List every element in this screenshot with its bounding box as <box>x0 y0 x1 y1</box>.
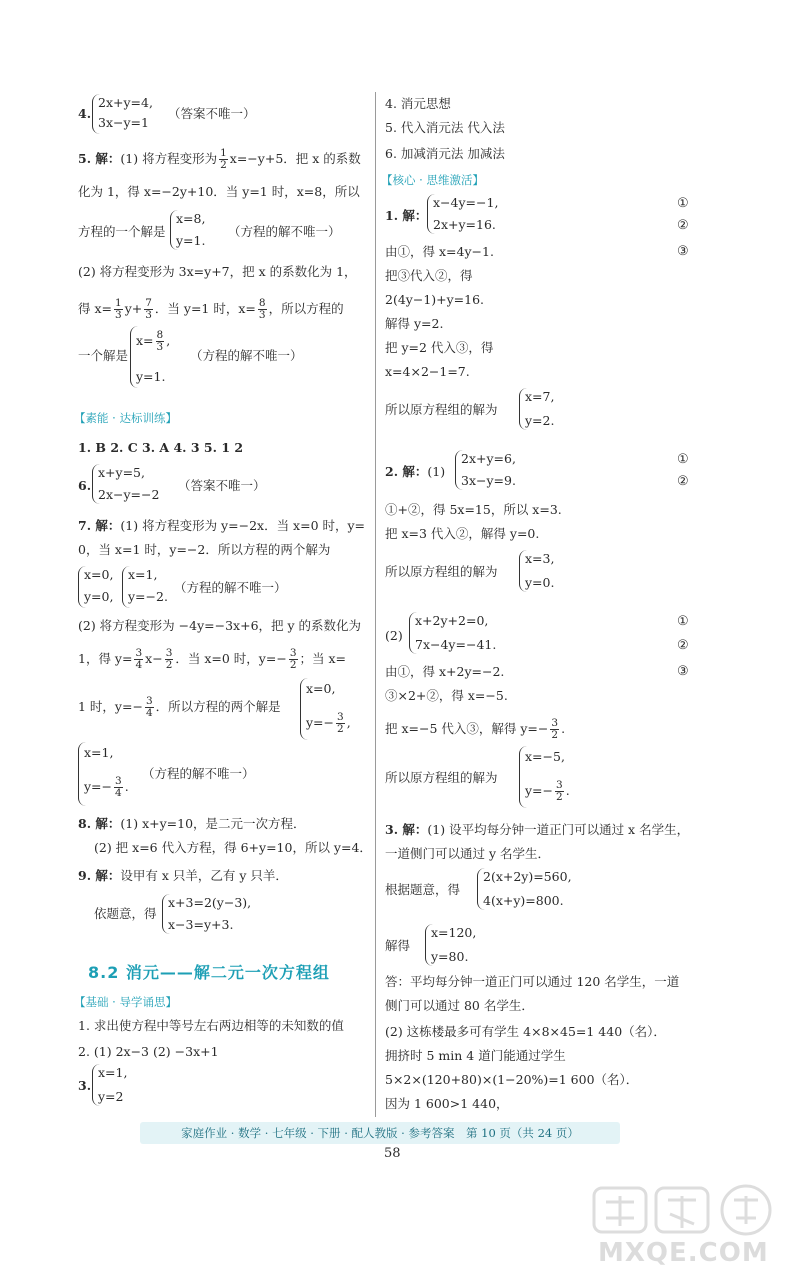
q6-number: 6. <box>78 478 92 493</box>
q7-sc-eq1: x=0, <box>306 681 336 696</box>
q7-p2-line3 <box>78 696 281 719</box>
fraction <box>336 712 345 735</box>
c2-eq4: 7x−4y=−41. <box>415 637 497 652</box>
c3-line5: 答：平均每分钟一道正门可以通过 120 名学生，一道 <box>385 974 680 989</box>
c3-text: (1) 设平均每分钟一道正门可以通过 x 名学生， <box>427 822 690 837</box>
q7-sa-eq2: y=0, <box>84 589 114 604</box>
fraction-den: 3 <box>258 309 266 321</box>
c3-line9: 5×2×(120+80)×(1−20%)=1 600（名）． <box>385 1072 639 1087</box>
q5-s2-note: （方程的解不唯一） <box>190 348 303 363</box>
q5-p2-line1: (2) 将方程变形为 3x=y+7，把 x 的系数化为 1， <box>78 264 357 279</box>
q5-number: 5. 解： <box>78 151 121 166</box>
section-head-basics: 【基础 · 导学诵思】 <box>74 995 177 1009</box>
q9-text: 设甲有 x 只羊，乙有 y 只羊． <box>120 868 288 883</box>
fraction-den: 3 <box>156 341 164 353</box>
q4-system <box>92 94 173 134</box>
basics-q3-eq1: x=1, <box>98 1065 128 1080</box>
q7-p2-line1: (2) 将方程变形为 −4y=−3x+6，把 y 的系数化为 <box>78 618 362 633</box>
q6-system <box>92 464 183 504</box>
c2-eq1: 2x+y=6, <box>461 451 516 466</box>
c2-mark3: ① <box>677 614 689 629</box>
q7-text: y=− <box>84 779 113 794</box>
q7-sc-eq2 <box>306 712 351 735</box>
c2-mark1: ① <box>677 452 689 467</box>
section-head-drill: 【素能 · 达标训练】 <box>74 411 177 425</box>
q7-p2-line2 <box>78 648 346 671</box>
q9-eq2: x−3=y+3. <box>168 917 234 932</box>
q7-sd-eq1: x=1, <box>84 745 114 760</box>
c2-text: (1) <box>427 464 446 479</box>
c3-line8: 拥挤时 5 min 4 道门能通过学生 <box>385 1048 566 1063</box>
q5-s1-eq2: y=1. <box>176 233 206 248</box>
q7-note-a: （方程的解不唯一） <box>174 580 287 595</box>
q7-sd-eq2 <box>84 776 129 799</box>
fraction-den: 2 <box>337 723 344 735</box>
c2-line5: ③×2+②，得 x=−5. <box>385 688 508 703</box>
fraction-num: 8 <box>156 329 164 341</box>
column-divider <box>375 92 376 1117</box>
q9-line1 <box>78 866 288 886</box>
fraction <box>289 648 298 671</box>
q8-number: 8. 解： <box>78 816 121 831</box>
q8-line1 <box>78 814 306 834</box>
c1-mark3: ③ <box>677 244 689 259</box>
q5-text: (1) 将方程变形为 <box>120 151 218 166</box>
c2-answer-lead2: 所以原方程组的解为 <box>385 770 498 785</box>
mc-answers: 1. B 2. C 3. A 4. 3 5. 1 2 <box>78 440 244 455</box>
fraction <box>550 718 559 741</box>
section-head-core: 【核心 · 思维激活】 <box>381 173 484 187</box>
c3-solve-lead: 解得 <box>385 938 411 953</box>
q7-system-d <box>78 742 149 806</box>
c1-mark1: ① <box>677 196 689 211</box>
fraction <box>114 776 123 799</box>
basics-q3-number: 3. <box>78 1078 92 1093</box>
fraction-den: 4 <box>115 787 122 799</box>
c2-text: y=− <box>525 783 554 798</box>
q4-note: （答案不唯一） <box>168 106 256 121</box>
fraction-den: 2 <box>165 659 173 671</box>
q7-sb-eq2: y=−2. <box>128 589 168 604</box>
basics-q1: 1. 求出使方程中等号左右两边相等的未知数的值 <box>78 1018 344 1033</box>
q4-eq1: 2x+y=4, <box>98 95 153 110</box>
c2-ans1: x=3, <box>525 551 555 566</box>
q7-system-a <box>78 566 123 608</box>
c2-mark5: ③ <box>677 664 689 679</box>
c2-line1: ①+②，得 5x=15，所以 x=3. <box>385 502 562 517</box>
fraction-den: 2 <box>556 791 563 803</box>
q4-eq2: 3x−y=1 <box>98 115 149 130</box>
c1-eq2: 2x+y=16. <box>433 217 496 232</box>
q5-line2: 化为 1，得 x=−2y+10．当 y=1 时，x=8，所以 <box>78 184 360 199</box>
q7-system-b <box>122 566 175 608</box>
c3-system <box>477 868 608 910</box>
q7-number: 7. 解： <box>78 518 121 533</box>
page-footer: 家庭作业 · 数学 · 七年级 · 下册 · 配人教版 · 参考答案 第 10 页（共 24 页） <box>140 1122 620 1144</box>
fraction-num: 8 <box>258 297 266 309</box>
q5-s1-eq1: x=8, <box>176 211 206 226</box>
c2-text: 把 x=−5 代入③，解得 y=− <box>385 721 549 736</box>
fraction-num: 3 <box>556 779 563 791</box>
r-q5: 5. 代入消元法 代入法 <box>385 120 505 135</box>
c2-mark4: ② <box>677 638 689 653</box>
fraction-den: 3 <box>115 309 122 321</box>
q5-s2-eq2: y=1. <box>136 369 166 384</box>
fraction-den: 2 <box>220 159 227 171</box>
c2-eq2: 3x−y=9. <box>461 473 516 488</box>
c2-eq3: x+2y+2=0, <box>415 613 489 628</box>
q9-lead: 依题意，得 <box>94 906 157 921</box>
fraction <box>114 298 123 321</box>
q9-eq1: x+3=2(y−3), <box>168 895 252 910</box>
c2-system2 <box>409 612 520 654</box>
c2-answer-lead1: 所以原方程组的解为 <box>385 564 498 579</box>
r-q4: 4. 消元思想 <box>385 96 451 111</box>
fraction-den: 4 <box>145 707 153 719</box>
q8-text: (1) x+y=10，是二元一次方程． <box>120 816 306 831</box>
c3-ans2: y=80. <box>431 949 469 964</box>
fraction-num: 3 <box>115 775 122 787</box>
c2-system1 <box>455 450 546 490</box>
q5-text: , <box>166 333 171 348</box>
c3-ans1: x=120, <box>431 925 477 940</box>
q7-text: 1，得 y= <box>78 651 133 666</box>
q5-line1 <box>78 148 361 171</box>
q5-text: 得 x= <box>78 301 112 316</box>
q5-text: x=−y+5．把 x 的系数 <box>229 151 361 166</box>
q7-text: y=− <box>306 715 335 730</box>
watermark-url: MXQE.COM <box>598 1238 769 1268</box>
c1-system <box>427 194 538 234</box>
q4-number: 4. <box>78 106 92 121</box>
q7-text: x− <box>145 651 163 666</box>
basics-q2: 2. (1) 2x−3 (2) −3x+1 <box>78 1044 219 1059</box>
c2-answer-system1 <box>519 550 570 592</box>
c1-ans1: x=7, <box>525 389 555 404</box>
q5-p2-line2 <box>78 298 344 321</box>
fraction <box>156 330 165 353</box>
c3-eq1: 2(x+2y)=560, <box>483 869 572 884</box>
q7-sa-eq1: x=0, <box>84 567 114 582</box>
c3-line2: 一道侧门可以通过 y 名学生． <box>385 846 551 861</box>
fraction-den: 4 <box>135 659 143 671</box>
c1-eq1: x−4y=−1, <box>433 195 499 210</box>
c1-line5: 把 y=2 代入③，得 <box>385 340 494 355</box>
q7-text: ；当 x= <box>299 651 346 666</box>
q5-text: ，所以方程的 <box>268 301 344 316</box>
fraction <box>134 648 143 671</box>
c1-answer-system <box>519 388 570 430</box>
q6-note: （答案不唯一） <box>178 478 266 493</box>
fraction <box>555 780 564 803</box>
q5-s2-eq1 <box>136 330 170 353</box>
c2-ans4 <box>525 780 570 803</box>
section-title: 8.2 消元——解二元一次方程组 <box>88 963 330 982</box>
fraction-num: 3 <box>289 647 297 659</box>
c1-line2: 把③代入②，得 <box>385 268 473 283</box>
c3-line10: 因为 1 600>1 440， <box>385 1096 509 1111</box>
c2-line-head <box>385 462 445 482</box>
c2-answer-system2 <box>519 746 590 808</box>
q7-note-b: （方程的解不唯一） <box>142 766 255 781</box>
c2-text: . <box>561 721 566 736</box>
q7-line1 <box>78 516 365 536</box>
page-number: 58 <box>384 1146 401 1161</box>
fraction-num: 3 <box>145 695 153 707</box>
c1-number: 1. 解： <box>385 208 428 223</box>
fraction-num: 3 <box>135 647 143 659</box>
c3-line6: 侧门可以通过 80 名学生． <box>385 998 534 1013</box>
q7-text: 1 时，y=− <box>78 699 143 714</box>
c1-line6: x=4×2−1=7. <box>385 364 470 379</box>
c2-line4: 由①，得 x+2y=−2. <box>385 664 505 679</box>
q7-text: , <box>346 715 351 730</box>
c2-number: 2. 解： <box>385 464 428 479</box>
q5-p2-line3-lead: 一个解是 <box>78 348 129 363</box>
q7-line2: 0，当 x=1 时，y=−2．所以方程的两个解为 <box>78 542 331 557</box>
fraction-den: 2 <box>551 729 559 741</box>
fraction-den: 3 <box>145 309 152 321</box>
q7-sb-eq1: x=1, <box>128 567 158 582</box>
q5-s1-note: （方程的解不唯一） <box>228 224 341 239</box>
q8-line2: (2) 把 x=6 代入方程，得 6+y=10，所以 y=4． <box>94 840 372 855</box>
c3-eq2: 4(x+y)=800. <box>483 893 564 908</box>
fraction <box>258 298 267 321</box>
c1-line3: 2(4y−1)+y=16. <box>385 292 485 307</box>
fraction-num: 1 <box>220 147 227 159</box>
q7-text: ．当 x=0 时，y=− <box>175 651 287 666</box>
c1-line1: 由①，得 x=4y−1. <box>385 244 494 259</box>
c1-mark2: ② <box>677 218 689 233</box>
watermark-logo-icon <box>588 1182 778 1238</box>
fraction-den: 2 <box>289 659 297 671</box>
q6-eq1: x+y=5, <box>98 465 145 480</box>
q9-number: 9. 解： <box>78 868 121 883</box>
c3-lead: 根据题意，得 <box>385 882 461 897</box>
q7-text: . <box>124 779 129 794</box>
fraction-num: 7 <box>145 297 152 309</box>
q5-system1 <box>170 210 231 250</box>
fraction <box>219 148 228 171</box>
c3-line1 <box>385 820 689 840</box>
basics-q3-eq2: y=2 <box>98 1089 124 1104</box>
q7-system-c <box>300 678 371 740</box>
c2-mark2: ② <box>677 474 689 489</box>
basics-q3-system <box>92 1064 143 1106</box>
fraction-num: 3 <box>551 717 559 729</box>
fraction <box>144 298 153 321</box>
q5-text: y+ <box>124 301 143 316</box>
q5-text: ．当 y=1 时，x= <box>154 301 256 316</box>
fraction <box>145 696 154 719</box>
c2-part2-lead: (2) <box>385 628 403 643</box>
c2-text: . <box>565 783 570 798</box>
q7-text: ．所以方程的两个解是 <box>155 699 281 714</box>
r-q6: 6. 加减消元法 加减法 <box>385 146 505 161</box>
fraction-num: 3 <box>165 647 173 659</box>
c2-line6 <box>385 718 565 741</box>
c3-number: 3. 解： <box>385 822 428 837</box>
fraction-num: 3 <box>337 711 344 723</box>
q5-line3-lead: 方程的一个解是 <box>78 224 166 239</box>
fraction-num: 1 <box>115 297 122 309</box>
c3-line7: (2) 这栋楼最多可有学生 4×8×45=1 440（名）． <box>385 1024 666 1039</box>
c3-answer-system <box>425 924 486 966</box>
q7-text: (1) 将方程变形为 y=−2x．当 x=0 时，y= <box>120 518 366 533</box>
q9-system <box>162 894 273 934</box>
c1-answer-lead: 所以原方程组的解为 <box>385 402 498 417</box>
c1-line4: 解得 y=2. <box>385 316 444 331</box>
q5-text: x= <box>136 333 154 348</box>
fraction <box>165 648 174 671</box>
c1-ans2: y=2. <box>525 413 555 428</box>
c2-ans3: x=−5, <box>525 749 565 764</box>
c2-ans2: y=0. <box>525 575 555 590</box>
q6-eq2: 2x−y=−2 <box>98 487 160 502</box>
c2-line2: 把 x=3 代入②，解得 y=0. <box>385 526 540 541</box>
